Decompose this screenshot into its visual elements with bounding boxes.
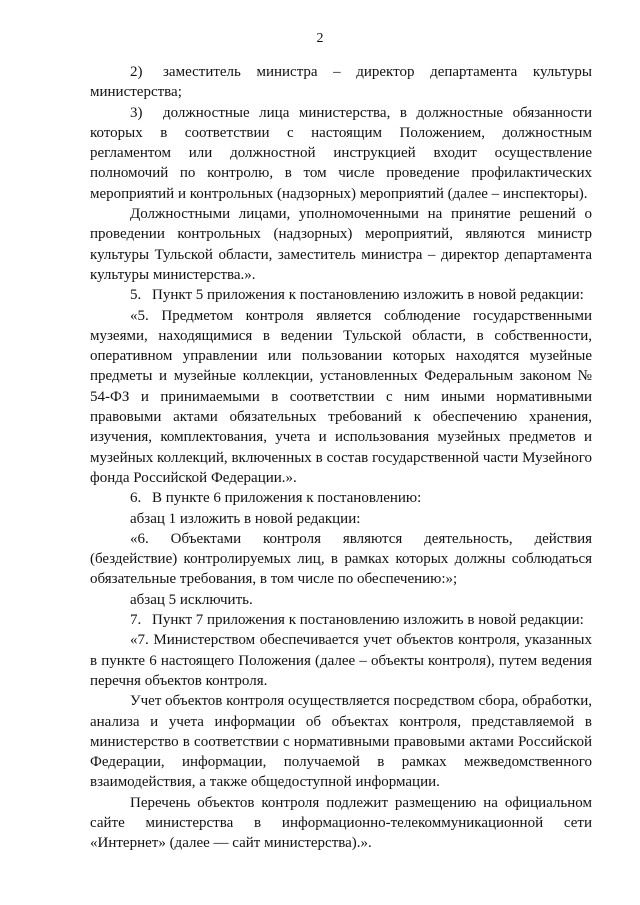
paragraph-text: «5. Предметом контроля является соблюдение государственными музеями, находящимися в ведении Тульской области, в собственности, оперативном управлении или пользовании которых находятся музейные предметы и музейные коллекции, установленных Федеральным законом № 54-ФЗ и принимаемыми в соответствии с ним иными нормативными правовыми актами обязательных требований к обеспечению хранения, изучения, комплектования, учета и использования музейных предметов и музейных коллекций, включенных в состав государственной части Музейного фонда Российской Федерации.». — [90, 307, 592, 486]
paragraph-text: абзац 5 исключить. — [130, 591, 253, 608]
paragraph-objects-of-control — [90, 529, 592, 590]
item-number: 2) — [130, 64, 143, 80]
paragraph-text: «7. Министерством обеспечивается учет объектов контроля, указанных в пункте 6 настоящего Положения (далее – объекты контроля), путем ведения перечня объектов контроля. — [90, 632, 592, 689]
paragraph-item-2 — [90, 62, 592, 103]
paragraph-text: абзац 1 изложить в новой редакции: — [130, 510, 361, 527]
paragraph-text: заместитель министра – директор департамента культуры министерства; — [90, 64, 592, 101]
paragraph-text: «6. Объектами контроля являются деятельность, действия (бездействие) контролируемых лиц, в рамках которых должны соблюдаться обязательные требования, в том числе по обеспечению:»; — [90, 530, 592, 588]
paragraph-item-5 — [90, 285, 592, 305]
paragraph-subject-of-control — [90, 306, 592, 489]
item-number: 5. — [130, 287, 142, 304]
paragraph-text: Учет объектов контроля осуществляется посредством сбора, обработки, анализа и учета информации об объектах контроля, представляемой в министерство в соответствии с нормативными правовыми актами Российской Федерации, информации, получаемой в рамках межведомственного взаимодействия, а также общедоступной информации. — [90, 693, 592, 791]
paragraph-abzac-1 — [90, 509, 592, 529]
paragraph-item-7 — [90, 610, 592, 630]
item-number: 7. — [130, 612, 142, 629]
paragraph-publication — [90, 793, 592, 854]
paragraph-text: Должностными лицами, уполномоченными на принятие решений о проведении контрольных (надзорных) мероприятий, являются министр культуры Тульской области, заместитель министра – директор департамента культуры министерства.». — [90, 206, 592, 283]
paragraph-accounting — [90, 630, 592, 691]
item-number: 6. — [130, 490, 142, 507]
page-number: 2 — [316, 31, 324, 46]
paragraph-text: Перечень объектов контроля подлежит размещению на официальном сайте министерства в информационно-телекоммуникационной сети «Интернет» (далее — сайт министерства).». — [90, 794, 592, 852]
paragraph-text: Пункт 7 приложения к постановлению изложить в новой редакции: — [152, 612, 584, 629]
paragraph-abzac-5 — [90, 590, 592, 610]
document-body — [90, 62, 592, 854]
item-number: 3) — [130, 104, 143, 121]
paragraph-item-6 — [90, 488, 592, 508]
paragraph-text: Пункт 5 приложения к постановлению изложить в новой редакции: — [152, 287, 584, 304]
paragraph-text: должностные лица министерства, в должностные обязанности которых в соответствии с настоящим Положением, должностным регламентом или должностной инструкцией входит осуществление полномочий по контролю, в том числе проведение профилактических мероприятий и контрольных (надзорных) мероприятий (далее – инспекторы). — [90, 104, 592, 202]
paragraph-officials — [90, 204, 592, 285]
paragraph-accounting-method — [90, 691, 592, 792]
paragraph-item-3 — [90, 103, 592, 204]
paragraph-text: В пункте 6 приложения к постановлению: — [152, 490, 422, 507]
